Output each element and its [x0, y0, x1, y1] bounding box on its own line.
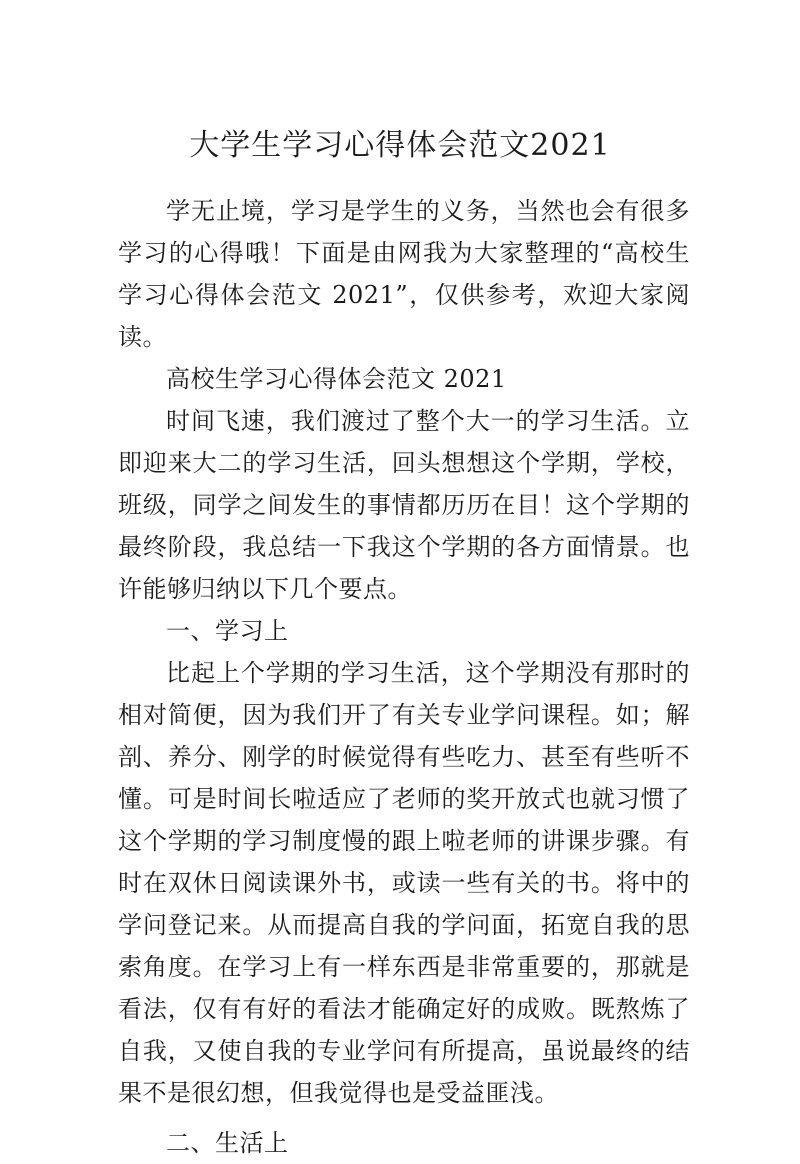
- section-heading-life: 二、生活上: [166, 1129, 289, 1157]
- section-heading-study: 一、学习上: [166, 617, 289, 645]
- document-title: 大学生学习心得体会范文2021: [189, 128, 611, 163]
- overview-paragraph: 时间飞速，我们渡过了整个大一的学习生活。立即迎来大二的学习生活，回头想想这个学期，学校，班级，同学之间发生的事情都历历在目！这个学期的最终阶段，我总结一下我这个学期的各方面情景。也许能够归纳以下几个要点。: [118, 407, 690, 603]
- study-paragraph: 比起上个学期的学习生活，这个学期没有那时的相对简便，因为我们开了有关专业学问课程。如；解剖、养分、刚学的时候觉得有些吃力、甚至有些听不懂。可是时间长啦适应了老师的奖开放式也就习惯了这个学期的学习制度慢的跟上啦老师的讲课步骤。有时在双休日阅读课外书，或读一些有关的书。将中的学问登记来。从而提高自我的学问面，拓宽自我的思索角度。在学习上有一样东西是非常重要的，那就是看法，仅有有好的看法才能确定好的成败。既熬炼了自我，又使自我的专业学问有所提高，虽说最终的结果不是很幻想，但我觉得也是受益匪浅。: [118, 659, 690, 1107]
- intro-paragraph: 学无止境，学习是学生的义务，当然也会有很多学习的心得哦！下面是由网我为大家整理的“高校生学习心得体会范文 2021”，仅供参考，欢迎大家阅读。: [118, 197, 690, 351]
- section-subtitle: 高校生学习心得体会范文 2021: [166, 365, 507, 393]
- document-body: [118, 190, 690, 1164]
